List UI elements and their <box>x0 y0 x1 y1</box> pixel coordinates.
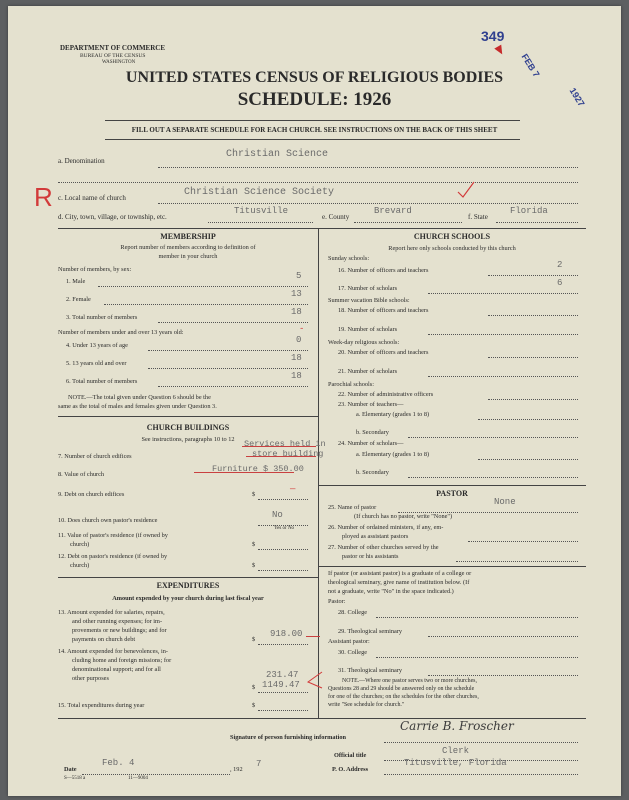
membership-note-b: same as the total of males and females given under Question 3. <box>58 403 217 410</box>
pastor-title: PASTOR <box>436 489 468 498</box>
pastor-subheading: Pastor: <box>328 598 346 605</box>
pastor-note-b: Questions 28 and 29 should be answered only on the schedule <box>328 686 475 692</box>
schools-intro: Report here only schools conducted by this church <box>388 245 516 252</box>
q7-label: 7. Number of church edifices <box>58 453 132 460</box>
local-name-label: c. Local name of church <box>58 194 126 202</box>
expenditures-title: EXPENDITURES <box>156 581 220 590</box>
pastor-note-c: for one of the churches; on the schedules for the other churches, <box>328 694 479 700</box>
q12-label-b: church) <box>70 562 90 569</box>
q24-label: 24. Number of scholars— <box>338 440 404 447</box>
official-title-value: Clerk <box>442 746 470 756</box>
schools-title: CHURCH SCHOOLS <box>413 232 491 241</box>
q14-dollar: $ <box>252 684 256 691</box>
members-by-sex-label: Number of members, by sex: <box>58 266 132 273</box>
q8-value: Furniture $ 350.00 <box>212 464 304 474</box>
q25-note: (If church has no pastor, write "None") <box>354 513 453 520</box>
q25-label: 25. Name of pastor <box>328 504 377 511</box>
department-label: DEPARTMENT OF COMMERCE <box>60 44 166 52</box>
q24a-label: a. Elementary (grades 1 to 8) <box>356 451 430 458</box>
q14-line2: cluding home and foreign missions; for <box>72 657 172 664</box>
pastor-note-d: write "See schedule for church." <box>328 702 405 708</box>
instruction-line: FILL OUT A SEPARATE SCHEDULE FOR EACH CHURCH. SEE INSTRUCTIONS ON THE BACK OF THIS SHEET <box>131 126 498 134</box>
q9-value: — <box>290 484 296 494</box>
city-value: Titusville <box>234 206 289 216</box>
official-title-label: Official title <box>334 752 367 759</box>
q11-label-a: 11. Value of pastor's residence (if owned by <box>58 532 168 539</box>
buildings-instructions: See instructions, paragraphs 10 to 12 <box>141 436 235 443</box>
q13-line2: and other running expenses; for im- <box>72 618 163 625</box>
expenditures-intro: Amount expended by your church during last fiscal year <box>112 595 264 602</box>
signature-label: Signature of person furnishing information <box>230 734 347 741</box>
q18-label: 18. Number of officers and teachers <box>338 307 429 314</box>
q1-label: 1. Male <box>66 278 86 285</box>
po-address-label: P. O. Address <box>332 766 369 773</box>
q23a-label: a. Elementary (grades 1 to 8) <box>356 411 430 418</box>
assistant-pastor-subheading: Assistant pastor: <box>328 638 370 645</box>
year-value: 7 <box>256 759 262 769</box>
q4-label: 4. Under 13 years of age <box>66 342 128 349</box>
q25-value: None <box>494 497 516 507</box>
local-name-value: Christian Science Society <box>184 187 335 198</box>
year-prefix: , 192 <box>230 766 243 773</box>
q1-value: 5 <box>296 271 302 281</box>
red-r-mark: R <box>34 182 53 212</box>
q17-label: 17. Number of scholars <box>338 285 398 292</box>
county-value: Brevard <box>374 206 412 216</box>
q3-label: 3. Total number of members <box>66 314 138 321</box>
state-label: f. State <box>468 213 488 221</box>
q14-line3: denominational support; and for all <box>72 666 161 673</box>
q21-label: 21. Number of scholars <box>338 368 398 375</box>
q28-label: 28. College <box>338 609 368 616</box>
q14-line1: 14. Amount expended for benevolences, in- <box>58 648 168 655</box>
county-label: e. County <box>322 213 350 221</box>
summer-schools-label: Summer vacation Bible schools: <box>328 297 410 304</box>
weekday-schools-label: Week-day religious schools: <box>328 339 400 346</box>
membership-note2: member in your church <box>158 253 218 260</box>
q30-label: 30. College <box>338 649 368 656</box>
buildings-title: CHURCH BUILDINGS <box>146 423 230 432</box>
q23-label: 23. Number of teachers— <box>338 401 404 408</box>
q19-label: 19. Number of scholars <box>338 326 398 333</box>
red-arrow-mark-icon <box>304 670 324 690</box>
q13-line3: provements or new buildings; and for <box>72 627 167 634</box>
q31-label: 31. Theological seminary <box>338 667 403 674</box>
q6-value: 18 <box>291 371 302 381</box>
red-check-icon <box>456 180 476 200</box>
q8-label: 8. Value of church <box>58 471 105 478</box>
q23b-label: b. Secondary <box>356 429 389 436</box>
form-title: UNITED STATES CENSUS OF RELIGIOUS BODIES <box>125 69 504 86</box>
stamp-number: 349 <box>481 28 505 44</box>
q5-label: 5. 13 years old and over <box>66 360 127 367</box>
denomination-label: a. Denomination <box>58 157 105 165</box>
q12-label-a: 12. Debt on pastor's residence (if owned by <box>58 553 168 560</box>
signature-value: Carrie B. Froscher <box>400 719 514 733</box>
q7-value-line1: Services held in <box>244 439 326 449</box>
q16-label: 16. Number of officers and teachers <box>338 267 429 274</box>
form-number-2: 11—9004 <box>128 776 148 781</box>
q13-value: 918.00 <box>270 629 303 639</box>
membership-note-a: NOTE.—The total given under Question 6 should be the <box>68 394 211 401</box>
q15-value: 1149.47 <box>262 680 300 690</box>
form-subtitle: SCHEDULE: 1926 <box>237 89 392 110</box>
form-number: S—5518 a <box>64 776 86 781</box>
date-value: Feb. 4 <box>102 758 135 768</box>
red-arrow-icon <box>494 45 505 57</box>
graduate-note-c: not a graduate, write "No" in the space indicated.) <box>328 588 454 595</box>
po-address-value: Titusville, Florida <box>404 758 507 768</box>
q17-value: 6 <box>557 278 563 288</box>
stamp-year: 1927 <box>567 86 587 109</box>
age-dash: - <box>299 324 305 334</box>
q12-dollar: $ <box>252 562 256 569</box>
state-value: Florida <box>510 206 548 216</box>
age-heading: Number of members under and over 13 years old: <box>58 329 184 336</box>
q7-value-line2: store building <box>252 449 324 459</box>
q13-dollar: $ <box>252 636 256 643</box>
sunday-schools-label: Sunday schools: <box>328 255 370 262</box>
q16-value: 2 <box>557 260 563 270</box>
stamp-date: FEB 7 <box>519 52 542 79</box>
q2-value: 13 <box>291 289 302 299</box>
q2-label: 2. Female <box>66 296 91 303</box>
q3-value: 18 <box>291 307 302 317</box>
q9-label: 9. Debt on church edifices <box>58 491 125 498</box>
q4-value: 0 <box>296 335 302 345</box>
q27-label-a: 27. Number of other churches served by the <box>328 544 439 551</box>
q24b-label: b. Secondary <box>356 469 389 476</box>
q10-value: No <box>272 510 283 520</box>
q15-label: 15. Total expenditures during year <box>58 702 145 709</box>
q5-value: 18 <box>291 353 302 363</box>
q20-label: 20. Number of officers and teachers <box>338 349 429 356</box>
pastor-note-a: NOTE.—Where one pastor serves two or more churches, <box>342 678 477 684</box>
q10-hint: Yes or No <box>274 526 295 531</box>
membership-note1: Report number of members according to definition of <box>120 244 256 251</box>
q11-label-b: church) <box>70 541 90 548</box>
census-form-sheet <box>8 6 621 796</box>
bureau-label: BUREAU OF THE CENSUS <box>80 53 146 59</box>
q14-value: 231.47 <box>266 670 299 680</box>
q11-dollar: $ <box>252 541 256 548</box>
q13-line4: payments on church debt <box>72 636 136 643</box>
q26-label-b: ployed as assistant pastors <box>342 533 409 540</box>
q26-label-a: 26. Number of ordained ministers, if any, em- <box>328 524 444 531</box>
q13-line1: 13. Amount expended for salaries, repairs, <box>58 609 165 616</box>
city-label: WASHINGTON <box>102 60 136 65</box>
graduate-note-b: theological seminary, give name of institution below. (If <box>328 579 470 586</box>
q10-label: 10. Does church own pastor's residence <box>58 517 158 524</box>
q9-dollar: $ <box>252 491 256 498</box>
q27-label-b: pastor or his assistants <box>342 553 399 560</box>
parochial-schools-label: Parochial schools: <box>328 381 374 388</box>
denomination-value: Christian Science <box>226 149 329 160</box>
q29-label: 29. Theological seminary <box>338 628 403 635</box>
q22-label: 22. Number of administrative officers <box>338 391 434 398</box>
q15-dollar: $ <box>252 702 256 709</box>
q6-label: 6. Total number of members <box>66 378 138 385</box>
date-label: Date <box>64 766 77 773</box>
membership-title: MEMBERSHIP <box>160 232 216 241</box>
graduate-note-a: If pastor (or assistant pastor) is a graduate of a college or <box>328 570 472 577</box>
city-label-field: d. City, town, village, or township, etc. <box>58 213 167 221</box>
q14-line4: other purposes <box>72 675 109 682</box>
